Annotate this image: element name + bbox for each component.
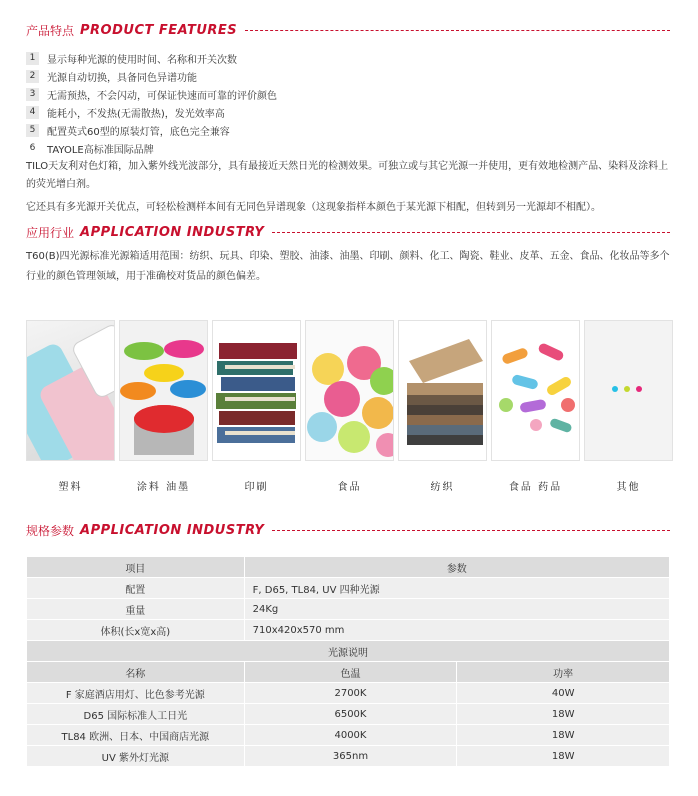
spec-value-cell: 24Kg [244,599,669,620]
light-name-cell: F 家庭酒店用灯、比色参考光源 [27,683,245,704]
application-heading-cn: 应用行业 [26,225,75,240]
application-section-heading [26,222,670,242]
feature-item [26,67,666,85]
industry-caption: 其他 [616,482,641,493]
feature-number: 3 [26,88,39,101]
spec-heading-cn: 规格参数 [26,523,75,538]
feature-text: TAYOLE高标准国际品牌 [47,144,154,156]
table-row [27,746,670,767]
industry-caption: 食品 药品 [508,482,563,493]
books-image [212,320,301,461]
phone-cases-image [26,320,115,461]
table-row [27,704,670,725]
features-heading-en: PRODUCT FEATURES [80,22,238,38]
spec-value-cell: F, D65, TL84, UV 四种光源 [244,578,669,599]
light-header-row [27,662,670,683]
light-temp-cell: 6500K [244,704,457,725]
light-power-cell: 18W [457,746,670,767]
feature-item [26,103,666,121]
feature-item [26,139,666,157]
industry-caption: 塑料 [58,482,83,493]
heading-divider [272,232,670,233]
spec-header-param: 参数 [244,557,669,578]
pills-image [491,320,580,461]
table-row [27,683,670,704]
feature-text: 光源自动切换，具备同色异谱功能 [47,72,197,84]
industry-image-row [26,320,673,461]
feature-number: 1 [26,52,39,65]
folded-clothes-image [398,320,487,461]
light-temp-cell: 365nm [244,746,457,767]
light-name-cell: TL84 欧洲、日本、中国商店光源 [27,725,245,746]
light-title-row [27,641,670,662]
heading-divider [272,530,670,531]
light-power-cell: 18W [457,704,670,725]
feature-text: 能耗小，不发热(无需散热)，发光效率高 [47,108,225,120]
feature-text: 配置英式60型的原装灯管，底色完全兼容 [47,126,230,138]
light-power-cell: 40W [457,683,670,704]
description-paragraph-2: 它还具有多光源开关优点，可轻松检测样本间有无同色异谱现象（这现象指样本颜色于某光源下相配，但转到另一光源却不相配）。 [26,202,601,213]
industry-caption: 纺织 [430,482,455,493]
industry-caption-row [26,478,673,493]
spec-item-cell: 配置 [27,578,245,599]
dots-image [584,320,673,461]
feature-number: 6 [29,143,36,153]
application-text: T60(B)四光源标准光源箱适用范围：纺织、玩具、印染、塑胶、油漆、油墨、印刷、颜料、化工、陶瓷、鞋业、皮革、五金、食品、化妆品等多个行业的颜色管理领域，用于准确校对货品的颜色偏差。 [26,251,670,282]
light-temp-cell: 2700K [244,683,457,704]
spec-item-cell: 体积(长x宽x高) [27,620,245,641]
feature-item [26,49,666,67]
feature-number: 4 [26,106,39,119]
table-row [27,620,670,641]
candy-image [305,320,394,461]
spec-value-cell: 710x420x570 mm [244,620,669,641]
light-power-cell: 18W [457,725,670,746]
heading-divider [245,30,670,31]
light-name-cell: UV 紫外灯光源 [27,746,245,767]
feature-number: 5 [26,124,39,137]
industry-caption: 食品 [337,482,362,493]
feature-item [26,85,666,103]
spec-item-cell: 重量 [27,599,245,620]
description-paragraph-1: TILO天友利对色灯箱，加入紫外线光波部分，具有最接近天然日光的检测效果。可独立或与其它光源一并使用，更有效地检测产品、染料及涂料上的荧光增白剂。 [26,161,669,190]
paint-cans-image [119,320,208,461]
spec-heading-en: APPLICATION INDUSTRY [80,522,265,538]
spec-table [26,556,670,767]
light-name-cell: D65 国际标准人工日光 [27,704,245,725]
table-row [27,578,670,599]
light-header-temp: 色温 [244,662,457,683]
light-header-name: 名称 [27,662,245,683]
table-row [27,599,670,620]
feature-item [26,121,666,139]
feature-text: 显示每种光源的使用时间、名称和开关次数 [47,54,237,66]
light-temp-cell: 4000K [244,725,457,746]
features-section-heading [26,20,670,40]
spec-header-row [27,557,670,578]
feature-number: 2 [26,70,39,83]
features-list [26,49,666,157]
application-heading-en: APPLICATION INDUSTRY [80,224,265,240]
spec-header-item: 项目 [27,557,245,578]
feature-text: 无需预热，不会闪动，可保证快速而可靠的评价颜色 [47,90,277,102]
industry-caption: 涂料 油墨 [136,482,191,493]
spec-section-heading [26,520,670,540]
light-title: 光源说明 [27,641,670,662]
light-header-power: 功率 [457,662,670,683]
features-heading-cn: 产品特点 [26,23,75,38]
industry-caption: 印刷 [244,482,269,493]
table-row [27,725,670,746]
